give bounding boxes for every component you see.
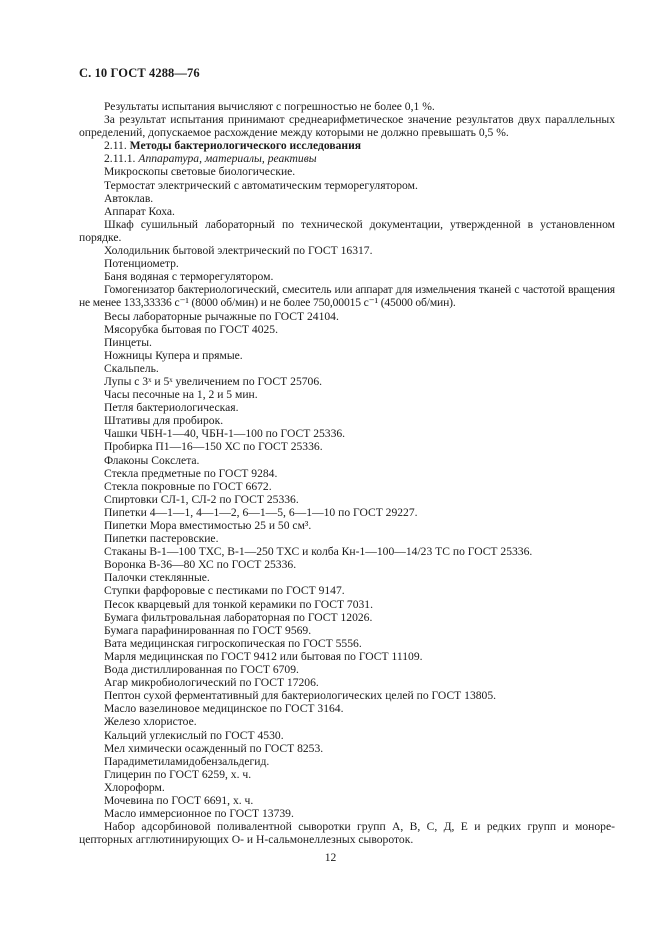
list-item: Аппарат Коха.: [104, 204, 175, 218]
list-item: Холодильник бытовой электрический по ГОСТ 16317.: [104, 244, 373, 258]
list-item: Воронка В-36—80 ХС по ГОСТ 25336.: [104, 558, 297, 572]
list-item: Потенциометр.: [104, 257, 179, 271]
document-body: [79, 100, 615, 846]
list-item: Мел химически осажденный по ГОСТ 8253.: [104, 741, 324, 755]
list-item: Термостат электрический с автоматическим терморегулятором.: [104, 178, 418, 192]
subsection-heading: [79, 152, 615, 165]
list-item: Чашки ЧБН-1—40, ЧБН-1—100 по ГОСТ 25336.: [104, 427, 346, 441]
page-number: 12: [324, 851, 337, 864]
list-item: Парадиметиламидобензальдегид.: [104, 754, 270, 768]
list-item: Весы лабораторные рычажные по ГОСТ 24104.: [104, 309, 339, 323]
paragraph: Результаты испытания вычисляют с погрешностью не более 0,1 %.: [104, 100, 435, 113]
list-item: Гомогенизатор бактериологический, смеситель или аппарат для измельчения тканей с частотой вращения не менее 133,33336 с⁻¹ (8000 об/мин) и не более 750,00015 с⁻¹ (45000 об/мин).: [79, 283, 615, 310]
list-item: Часы песочные на 1, 2 и 5 мин.: [104, 388, 258, 402]
list-item: Пинцеты.: [104, 335, 152, 349]
list-item: Марля медицинская по ГОСТ 9412 или бытовая по ГОСТ 11109.: [104, 649, 423, 663]
list-item: Пипетки Мора вместимостью 25 и 50 см³.: [104, 519, 312, 532]
list-item: Глицерин по ГОСТ 6259, х. ч.: [104, 767, 252, 781]
section-number: 2.11.: [104, 139, 127, 153]
list-item: Кальций углекислый по ГОСТ 4530.: [104, 728, 284, 742]
list-item: Стекла предметные по ГОСТ 9284.: [104, 466, 278, 480]
list-item: Микроскопы световые биологические.: [104, 165, 296, 179]
list-item: Масло вазелиновое медицинское по ГОСТ 3164.: [104, 702, 344, 716]
list-item: Вода дистиллированная по ГОСТ 6709.: [104, 663, 299, 677]
list-item: Ножницы Купера и прямые.: [104, 348, 243, 362]
list-item: Стаканы В-1—100 ТХС, В-1—250 ТХС и колба Кн-1—100—14/23 ТС по ГОСТ 25336.: [104, 545, 533, 559]
list-item: Агар микробиологический по ГОСТ 17206.: [104, 676, 319, 690]
list-item: Баня водяная с терморегулятором.: [104, 270, 274, 284]
list-item: Мясорубка бытовая по ГОСТ 4025.: [104, 322, 278, 336]
list-item: Песок кварцевый для тонкой керамики по ГОСТ 7031.: [104, 597, 374, 611]
list-item: Пептон сухой ферментативный для бактериологических целей по ГОСТ 13805.: [104, 689, 497, 703]
list-item: Флаконы Сокслета.: [104, 453, 200, 467]
subsection-title: Аппаратура, материалы, реактивы: [138, 152, 317, 166]
list-item: Лупы с 3ˣ и 5ˣ увеличением по ГОСТ 25706.: [104, 374, 323, 388]
list-item: Пипетки пастеровские.: [104, 532, 219, 546]
subsection-number: 2.11.1.: [104, 152, 136, 166]
list-item: Мочевина по ГОСТ 6691, х. ч.: [104, 793, 254, 807]
list-item: Масло иммерсионное по ГОСТ 13739.: [104, 807, 294, 821]
paragraph: За результат испытания принимают среднеарифметическое значение результатов двух параллельных определений, допускаемое расхождение между которыми не должно превышать 0,5 %.: [79, 113, 615, 140]
list-item: Железо хлористое.: [104, 715, 197, 729]
list-item: Стекла покровные по ГОСТ 6672.: [104, 479, 272, 493]
section-heading: [79, 139, 615, 152]
list-item: Штативы для пробирок.: [104, 414, 224, 428]
list-item: Спиртовки СЛ-1, СЛ-2 по ГОСТ 25336.: [104, 492, 299, 506]
list-item: Пробирка П1—16—150 ХС по ГОСТ 25336.: [104, 440, 323, 454]
list-item: Вата медицинская гигроскопическая по ГОСТ 5556.: [104, 636, 362, 650]
list-item: Палочки стеклянные.: [104, 571, 210, 585]
list-item: Ступки фарфоровые с пестиками по ГОСТ 9147.: [104, 584, 345, 598]
list-item: Хлороформ.: [104, 780, 165, 794]
list-item: Бумага фильтровальная лабораторная по ГОСТ 12026.: [104, 610, 373, 624]
list-item: Петля бактериологическая.: [104, 401, 239, 415]
section-title: Методы бактериологического исследования: [129, 139, 362, 153]
list-item: Набор адсорбиновой поливалентной сыворотки групп А, В, С, Д, Е и редких групп и монорецепторных агглютинирующих О- и Н-сальмонеллезных сывороток.: [79, 820, 615, 847]
page-header: С. 10 ГОСТ 4288—76: [79, 66, 200, 80]
list-item: Шкаф сушильный лабораторный по технической документации, утвержденной в установленном порядке.: [79, 217, 615, 244]
list-item: Пипетки 4—1—1, 4—1—2, 6—1—5, 6—1—10 по ГОСТ 29227.: [104, 505, 418, 519]
list-item: Бумага парафинированная по ГОСТ 9569.: [104, 623, 312, 637]
list-item: Автоклав.: [104, 191, 154, 205]
list-item: Скальпель.: [104, 361, 159, 375]
